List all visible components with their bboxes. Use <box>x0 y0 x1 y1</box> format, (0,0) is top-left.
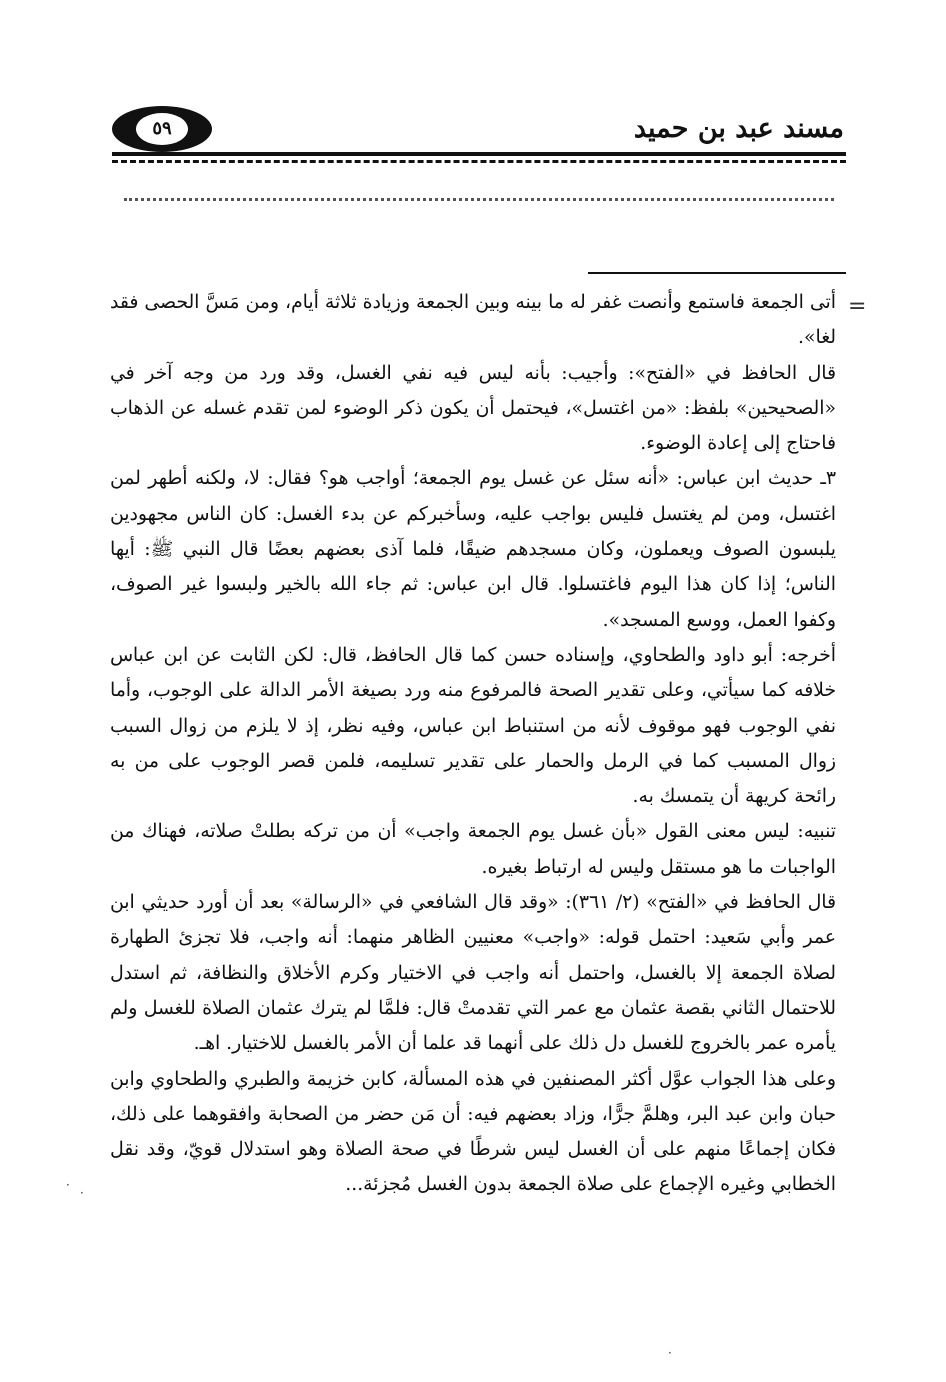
scan-speck: · <box>668 1346 672 1360</box>
paragraph-7: وعلى هذا الجواب عوَّل أكثر المصنفين في هذه المسألة، كابن خزيمة والطبري والطحاوي وابن حبان وابن عبد البر، وهلمَّ جرًّا، وزاد بعضهم فيه: أن مَن حضر من الصحابة وافقوهما على ذلك، فكان إجماعًا منهم على أن الغسل ليس شرطًا في صحة الصلاة وهو استدلال قويّ، وقد نقل الخطابي وغيره الإجماع على صلاة الجمعة بدون الغسل مُجزئة... <box>110 1068 836 1196</box>
header-dashed-rule <box>112 160 846 163</box>
paragraph-1: أتى الجمعة فاستمع وأنصت غفر له ما بينه وبين الجمعة وزيادة ثلاثة أيام، ومن مَسَّ الحصى فقد لغا». <box>110 292 836 349</box>
paragraph-6: قال الحافظ في «الفتح» (٢/ ٣٦١): «وقد قال الشافعي في «الرسالة» بعد أن أورد حديثي ابن عمر وأبي سَعيد: احتمل قوله: «واجب» معنيين الظاهر منهما: أنه واجب، فلا تجزئ الطهارة لصلاة الجمعة إلا بالغسل، واحتمل أنه واجب في الاختيار وكرم الأخلاق والنظافة، ثم استدل للاحتمال الثاني بقصة عثمان مع عمر التي تقدمتْ قال: فلمَّا لم يترك عثمان الصلاة للغسل ولم يأمره عمر بالخروج للغسل دل ذلك على أنهما قد علما أن الأمر بالغسل للاختيار. اهـ. <box>110 892 836 1055</box>
dotted-separator <box>124 198 834 201</box>
book-title: مسند عبد بن حميد <box>633 113 844 144</box>
page-number-badge <box>112 106 212 152</box>
continuation-mark: = <box>848 294 867 319</box>
paragraph-2: قال الحافظ في «الفتح»: وأجيب: بأنه ليس فيه نفي الغسل، وقد ورد من وجه آخر في «الصحيحين» بلفظ: «من اغتسل»، فيحتمل أن يكون ذكر الوضوء لمن تقدم غسله عن الذهاب فاحتاج إلى إعادة الوضوء. <box>110 362 836 455</box>
page-number: ٥٩ <box>136 113 188 145</box>
footnote-rule <box>588 272 846 274</box>
scan-speck: · <box>66 1178 70 1192</box>
paragraph-5: تنبيه: ليس معنى القول «بأن غسل يوم الجمعة واجب» أن من تركه بطلتْ صلاته، فهناك من الواجبات ما هو مستقل وليس له ارتباط بغيره. <box>110 821 836 878</box>
paragraph-3: ٣ـ حديث ابن عباس: «أنه سئل عن غسل يوم الجمعة؛ أواجب هو؟ فقال: لا، ولكنه أطهر لمن اغتسل، ومن لم يغتسل فليس بواجب عليه، وسأخبركم عن بدء الغسل: كان الناس مجهودين يلبسون الصوف ويعملون، وكان مسجدهم ضيقًا، فلما آذى بعضهم بعضًا قال النبي ﷺ: أيها الناس؛ إذا كان هذا اليوم فاغتسلوا. قال ابن عباس: ثم جاء الله بالخير ولبسوا غير الصوف، وكفوا العمل، ووسع المسجد». <box>110 468 836 631</box>
footnote-body <box>110 285 836 1203</box>
scan-speck: · <box>80 1186 84 1200</box>
paragraph-4: أخرجه: أبو داود والطحاوي، وإسناده حسن كما قال الحافظ، قال: لكن الثابت عن ابن عباس خلافه كما سيأتي، وعلى تقدير الصحة فالمرفوع منه ورد بصيغة الأمر الدالة على الوجوب، وأما نفي الوجوب فهو موقوف لأنه من استنباط ابن عباس، وفيه نظر، إذ لا يلزم من زوال السبب زوال المسبب كما في الرمل والحمار على تقدير تسليمه، فلمن قصر الوجوب على من به رائحة كريهة أن يتمسك به. <box>110 644 836 808</box>
header-rule <box>112 152 846 156</box>
